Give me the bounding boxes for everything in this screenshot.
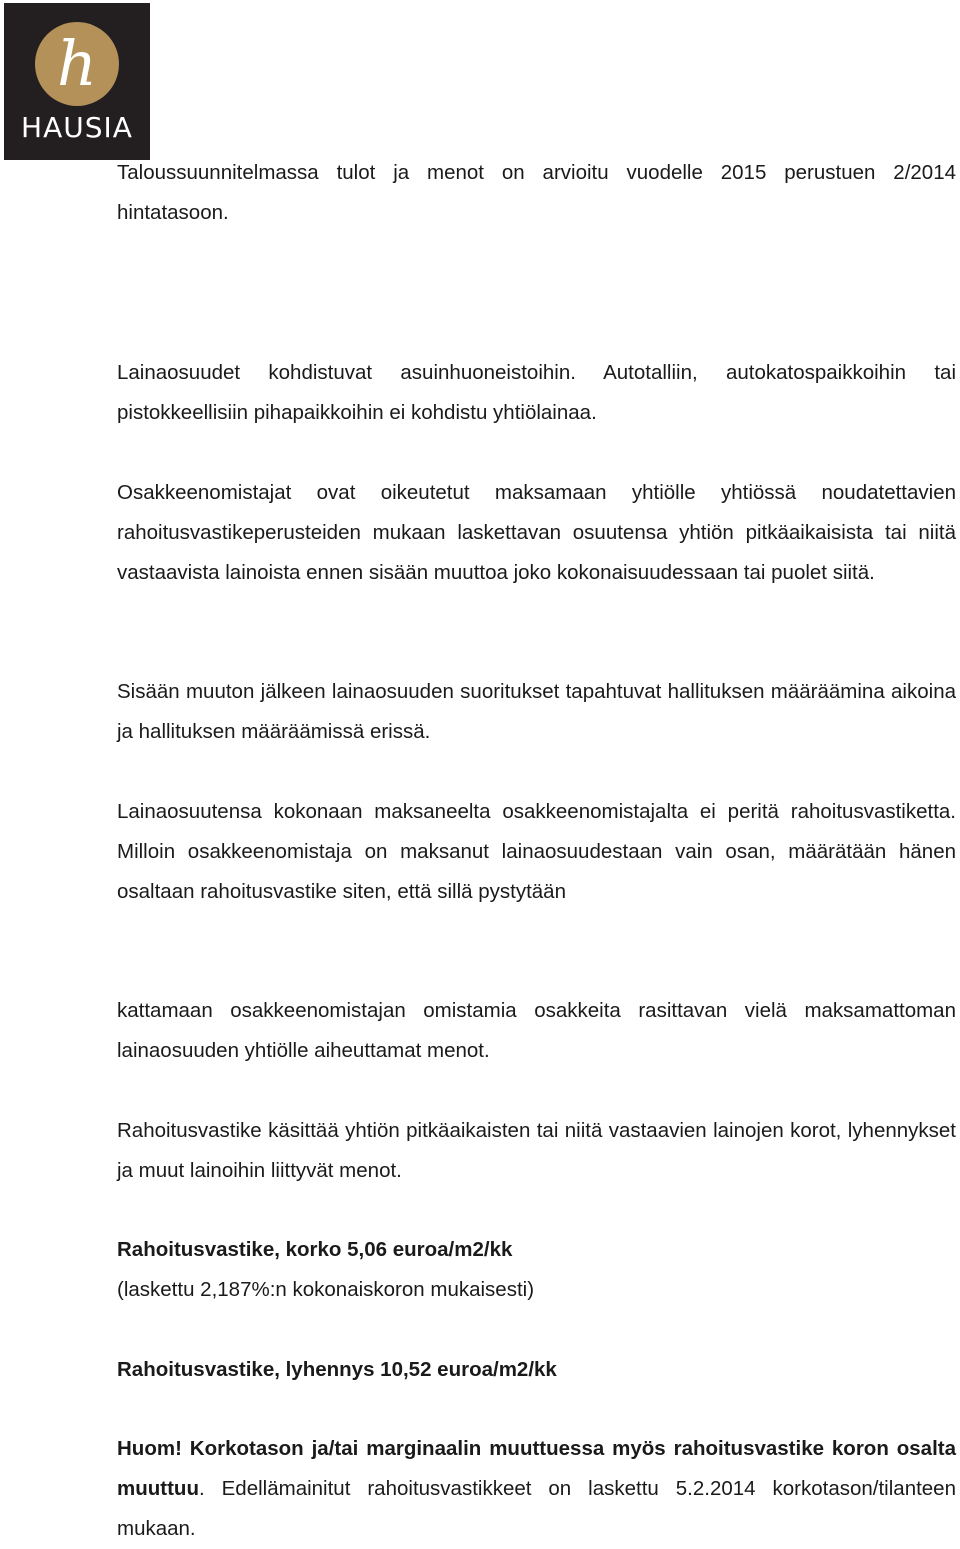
hausia-logo	[4, 3, 150, 160]
interest-charge-heading: Rahoitusvastike, korko 5,06 euroa/m2/kk	[117, 1238, 513, 1261]
paragraph-cost-coverage: kattamaan osakkeenomistajan omistamia osakkeita rasittavan vielä maksamattoman lainaosuuden yhtiölle aiheuttamat menot.	[117, 999, 956, 1062]
paragraph-prepayment-right: Osakkeenomistajat ovat oikeutetut maksamaan yhtiölle yhtiössä noudatettavien rahoitusvastikeperusteiden mukaan laskettavan osuutensa yhtiön pitkäaikaisista tai niitä vastaavista lainoista ennen sisään muuttoa joko kokonaisuudessaan tai puolet siitä.	[117, 481, 956, 584]
paragraph-loan-allocation: Lainaosuudet kohdistuvat asuinhuoneistoihin. Autotalliin, autokatospaikkoihin tai pistokkeellisiin pihapaikkoihin ei kohdistu yhtiölainaa.	[117, 361, 956, 424]
logo-letter: h	[57, 27, 97, 100]
logo-text: HAUSIA	[21, 111, 133, 144]
notice-paragraph	[117, 1429, 956, 1549]
paragraph-payment-schedule: Sisään muuton jälkeen lainaosuuden suoritukset tapahtuvat hallituksen määräämina aikoina ja hallituksen määräämissä erissä.	[117, 680, 956, 743]
paragraph-budget-basis: Taloussuunnitelmassa tulot ja menot on arvioitu vuodelle 2015 perustuen 2/2014 hintatasoon.	[117, 161, 956, 224]
interest-charge-block	[117, 1230, 956, 1310]
paragraph-paid-off-shares: Lainaosuutensa kokonaan maksaneelta osakkeenomistajalta ei peritä rahoitusvastiketta. Milloin osakkeenomistaja on maksanut lainaosuudestaan vain osan, määrätään hänen osaltaan rahoitusvastike siten, että sillä pystytään	[117, 800, 956, 903]
notice-rest-text: . Edellämainitut rahoitusvastikkeet on laskettu 5.2.2014 korkotason/tilanteen mukaan.	[117, 1477, 956, 1540]
paragraph-financing-charge-scope: Rahoitusvastike käsittää yhtiön pitkäaikaisten tai niitä vastaavien lainojen korot, lyhennykset ja muut lainoihin liittyvät menot.	[117, 1119, 956, 1182]
amortization-charge-heading: Rahoitusvastike, lyhennys 10,52 euroa/m2/kk	[117, 1358, 557, 1381]
notice-bold-text: Huom! Korkotason ja/tai marginaalin muuttuessa myös rahoitusvastike koron osalta muuttuu	[117, 1437, 956, 1500]
interest-charge-note: (laskettu 2,187%:n kokonaiskoron mukaisesti)	[117, 1278, 535, 1301]
hausia-logo-mark	[4, 3, 150, 113]
